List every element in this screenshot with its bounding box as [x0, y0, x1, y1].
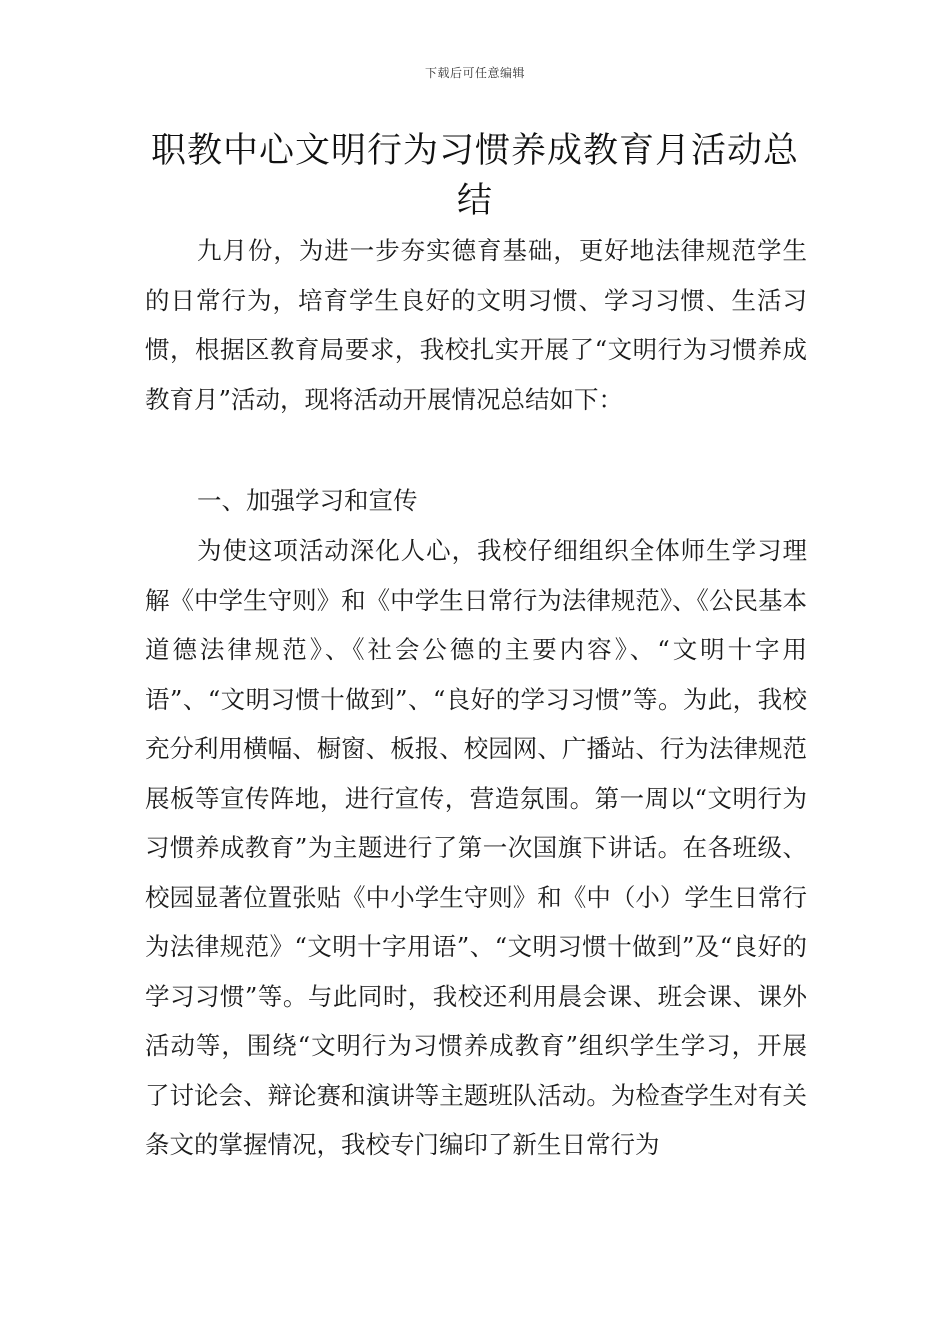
section-paragraph: 为使这项活动深化人心，我校仔细组织全体师生学习理解《中学生守则》和《中学生日常行为法律规范》、《公民基本道德法律规范》、《社会公德的主要内容》、“文明十字用语”、“文明习惯十做到”、“良好的学习习惯”等。为此，我校充分利用横幅、橱窗、板报、校园网、广播站、行为法律规范展板等宣传阵地，进行宣传，营造氛围。第一周以“文明行为习惯养成教育”为主题进行了第一次国旗下讲话。在各班级、校园显著位置张贴《中小学生守则》和《中（小）学生日常行为法律规范》“文明十字用语”、“文明习惯十做到”及“良好的学习习惯”等。与此同时，我校还利用晨会课、班会课、课外活动等，围绕“文明行为习惯养成教育”组织学生学习，开展了讨论会、辩论赛和演讲等主题班队活动。为检查学生对有关条文的掌握情况，我校专门编印了新生日常行为	[145, 536, 807, 1159]
intro-paragraph: 九月份，为进一步夯实德育基础，更好地法律规范学生的日常行为，培育学生良好的文明习惯、学习习惯、生活习惯，根据区教育局要求，我校扎实开展了“文明行为习惯养成教育月”活动，现将活动开展情况总结如下：	[145, 236, 807, 414]
document-title: 职教中心文明行为习惯养成教育月活动总结	[150, 131, 799, 221]
section-heading: 一、加强学习和宣传	[197, 486, 418, 515]
header-note: 下载后可任意编辑	[424, 66, 525, 80]
